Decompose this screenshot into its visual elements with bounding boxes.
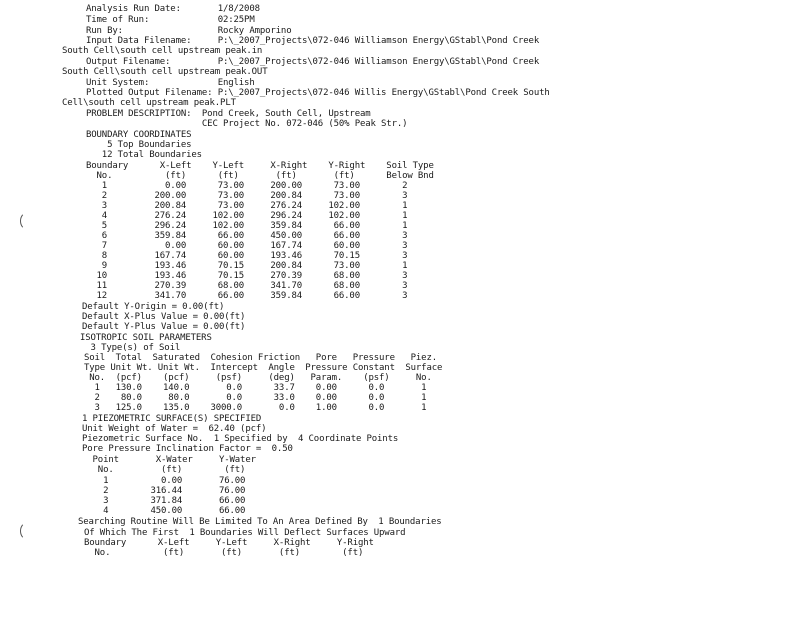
unit-system-line: Unit System: English	[86, 78, 255, 88]
boundary-table-units: No. (ft) (ft) (ft) (ft) Below Bnd	[86, 171, 434, 181]
boundary-row: 8 167.74 60.00 193.46 70.15 3	[86, 251, 408, 261]
boundary-row: 12 341.70 66.00 359.84 66.00 3	[86, 291, 408, 301]
analysis-run-date-line: Analysis Run Date: 1/8/2008	[86, 4, 260, 14]
piezometric-heading: 1 PIEZOMETRIC SURFACE(S) SPECIFIED	[82, 414, 262, 424]
plotted-output-filename-line: Plotted Output Filename: P:\_2007_Projects\072-046 Willis Energy\GStabl\Pond Creek South	[86, 88, 550, 98]
soil-types-count: 3 Type(s) of Soil	[80, 343, 181, 353]
piezo-row: 3 371.84 66.00	[82, 496, 246, 506]
boundary-row: 1 0.00 73.00 200.00 73.00 2	[86, 181, 408, 191]
time-of-run-line: Time of Run: 02:25PM	[86, 15, 255, 25]
boundary-row: 10 193.46 70.15 270.39 68.00 3	[86, 271, 408, 281]
boundary-row: 3 200.84 73.00 276.24 102.00 1	[86, 201, 408, 211]
boundary-coordinates-heading: BOUNDARY COORDINATES	[86, 130, 192, 140]
piezo-row: 1 0.00 76.00	[82, 476, 246, 486]
boundary-row: 9 193.46 70.15 200.84 73.00 1	[86, 261, 408, 271]
piezo-table-units: No. (ft) (ft)	[82, 465, 246, 475]
punch-hole-mark	[20, 212, 35, 230]
boundary-table-header: Boundary X-Left Y-Left X-Right Y-Right Soil Type	[86, 161, 434, 171]
searching-routine-line: Searching Routine Will Be Limited To An Area Defined By 1 Boundaries	[78, 517, 442, 527]
piezo-row: 4 450.00 66.00	[82, 506, 246, 516]
total-boundaries-count: 12 Total Boundaries	[86, 150, 202, 160]
boundary-row: 11 270.39 68.00 341.70 68.00 3	[86, 281, 408, 291]
soil-row: 3 125.0 135.0 3000.0 0.0 1.00 0.0 1	[84, 403, 427, 413]
pore-pressure-factor: Pore Pressure Inclination Factor = 0.50	[82, 444, 293, 454]
boundary-row: 2 200.00 73.00 200.84 73.00 3	[86, 191, 408, 201]
input-filename-continued: South Cell\south cell upstream peak.in	[62, 46, 263, 56]
input-filename-line: Input Data Filename: P:\_2007_Projects\072-046 Williamson Energy\GStabl\Pond Creek	[86, 36, 540, 46]
unit-weight-water: Unit Weight of Water = 62.40 (pcf)	[82, 424, 267, 434]
problem-description-line: PROBLEM DESCRIPTION: Pond Creek, South Cell, Upstream	[86, 109, 371, 119]
default-y-plus: Default Y-Plus Value = 0.00(ft)	[82, 322, 246, 332]
piezometric-surface-spec: Piezometric Surface No. 1 Specified by 4 Coordinate Points	[82, 434, 399, 444]
piezo-table-header: Point X-Water Y-Water	[82, 455, 256, 465]
boundary-row: 6 359.84 66.00 450.00 66.00 3	[86, 231, 408, 241]
deflect-surfaces-line: Of Which The First 1 Boundaries Will Deflect Surfaces Upward	[84, 528, 406, 538]
search-table-header: Boundary X-Left Y-Left X-Right Y-Right	[84, 538, 374, 548]
top-boundaries-count: 5 Top Boundaries	[86, 140, 192, 150]
boundary-row: 4 276.24 102.00 296.24 102.00 1	[86, 211, 408, 221]
piezo-row: 2 316.44 76.00	[82, 486, 246, 496]
soil-table-header-2: Type Unit Wt. Unit Wt. Intercept Angle Pressure Constant Surface	[84, 363, 443, 373]
soil-parameters-heading: ISOTROPIC SOIL PARAMETERS	[80, 333, 212, 343]
default-y-origin: Default Y-Origin = 0.00(ft)	[82, 302, 225, 312]
default-x-plus: Default X-Plus Value = 0.00(ft)	[82, 312, 246, 322]
run-by-line: Run By: Rocky Amporino	[86, 26, 292, 36]
boundary-row: 7 0.00 60.00 167.74 60.00 3	[86, 241, 408, 251]
plotted-output-filename-continued: Cell\south cell upstream peak.PLT	[62, 98, 236, 108]
soil-row: 1 130.0 140.0 0.0 33.7 0.00 0.0 1	[84, 383, 427, 393]
soil-table-units: No. (pcf) (pcf) (psf) (deg) Param. (psf) No.	[84, 373, 432, 383]
search-table-units: No. (ft) (ft) (ft) (ft)	[84, 548, 364, 558]
punch-hole-mark	[20, 522, 35, 540]
project-number-line: CEC Project No. 072-046 (50% Peak Str.)	[86, 119, 408, 129]
output-filename-continued: South Cell\south cell upstream peak.OUT	[62, 67, 268, 77]
soil-row: 2 80.0 80.0 0.0 33.0 0.00 0.0 1	[84, 393, 427, 403]
soil-table-header-1: Soil Total Saturated Cohesion Friction Pore Pressure Piez.	[84, 353, 437, 363]
boundary-row: 5 296.24 102.00 359.84 66.00 1	[86, 221, 408, 231]
output-filename-line: Output Filename: P:\_2007_Projects\072-046 Williamson Energy\GStabl\Pond Creek	[86, 57, 540, 67]
